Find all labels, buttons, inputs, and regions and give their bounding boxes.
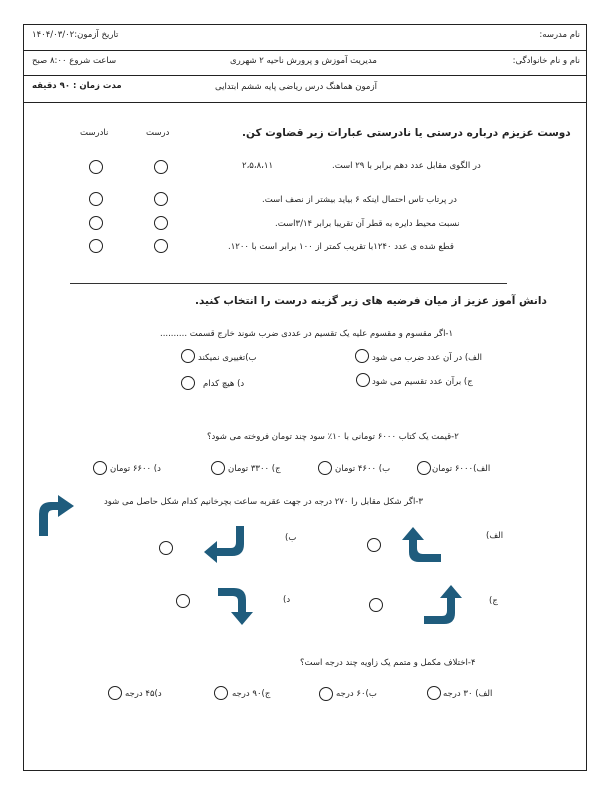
q4-option-c: ج)۹۰ درجه [232,689,271,699]
q3-option-a-arrow-icon [402,527,442,563]
q2-option-b-radio[interactable] [318,461,332,475]
tf-1-true-radio[interactable] [154,160,168,174]
q4-option-a-radio[interactable] [427,686,441,700]
reference-curved-arrow-icon [36,492,76,538]
section1-title: دوست عزیزم درباره درستی یا نادرستی عبارات زیر قضاوت کن. [242,127,571,139]
tf-1-false-radio[interactable] [89,160,103,174]
duration: مدت زمان : ۹۰ دقیقه [32,81,122,91]
q3-option-c-arrow-icon [424,585,462,625]
q2-option-d-radio[interactable] [93,461,107,475]
q4-option-d: د)۴۵ درجه [125,689,162,699]
exam-date: تاریخ آزمون:۱۴۰۴/۰۳/۰۲ [32,30,119,40]
tf-4-true-radio[interactable] [154,239,168,253]
q1-option-c-radio[interactable] [356,373,370,387]
q1-option-b-radio[interactable] [181,349,195,363]
tf-statement-4: قطع شده ی عدد ۱۲۴۰با تقریب کمتر از ۱۰۰ برابر است با ۱۲۰۰. [228,242,454,252]
q2-option-c: ج) ۳۳۰۰ تومان [228,464,281,474]
q1-text: ۱-اگر مقسوم و مقسوم علیه یک تقسیم در عددی ضرب شوند خارج قسمت .......... [160,329,454,339]
q4-option-c-radio[interactable] [214,686,228,700]
q4-option-d-radio[interactable] [108,686,122,700]
q3-option-b-label: ب) [285,533,297,543]
q2-option-b: ب) ۴۶۰۰ تومان [335,464,391,474]
tf-4-false-radio[interactable] [89,239,103,253]
q1-option-a-radio[interactable] [355,349,369,363]
q3-option-a-label: الف) [486,531,504,541]
header-divider [24,102,586,103]
department: مدیریت آموزش و پرورش ناحیه ۲ شهرری [230,56,377,66]
tf-statement-1: در الگوی مقابل عدد دهم برابر با ۲۹ است. [332,161,481,171]
q3-option-d-label: د) [283,595,291,605]
q1-option-d-radio[interactable] [181,376,195,390]
q1-option-a: الف) در آن عدد ضرب می شود [372,353,482,363]
header-divider [24,75,586,76]
q1-option-b: ب)تغییری نمیکند [198,353,257,363]
section2-title: دانش آموز عزیز از میان فرضیه های زیر گزینه درست را انتخاب کنید. [195,295,547,307]
q1-option-d: د) هیچ کدام [203,379,245,389]
tf-3-true-radio[interactable] [154,216,168,230]
q3-option-a-radio[interactable] [367,538,381,552]
header-divider [24,50,586,51]
q3-option-b-radio[interactable] [159,541,173,555]
tf-3-false-radio[interactable] [89,216,103,230]
tf-2-true-radio[interactable] [154,192,168,206]
q4-option-a: الف) ۳۰ درجه [443,689,493,699]
q3-option-c-radio[interactable] [369,598,383,612]
q3-text: ۳-اگر شکل مقابل را ۲۷۰ درجه در جهت عقربه ساعت بچرخانیم کدام شکل حاصل می شود [104,497,423,507]
q2-option-c-radio[interactable] [211,461,225,475]
col-false-header: نادرست [80,128,109,138]
tf-statement-2: در پرتاب تاس احتمال اینکه ۶ بیاید بیشتر از نصف است. [262,195,457,205]
q2-text: ۲-قیمت یک کتاب ۶۰۰۰ تومانی با ۱۰٪ سود چند تومان فروخته می شود؟ [207,432,459,442]
q4-option-b-radio[interactable] [319,687,333,701]
q3-option-d-arrow-icon [218,588,256,626]
col-true-header: درست [146,128,170,138]
q2-option-a-radio[interactable] [417,461,431,475]
q3-option-d-radio[interactable] [176,594,190,608]
student-name-label: نام و نام خانوادگی: [512,56,580,66]
tf-sequence: ۲،۵،۸،۱۱ [242,161,274,171]
q4-text: ۴-اختلاف مکمل و متمم یک زاویه چند درجه است؟ [300,658,476,668]
section-divider [70,283,507,284]
tf-2-false-radio[interactable] [89,192,103,206]
exam-title: آزمون هماهنگ درس ریاضی پایه ششم ابتدایی [215,82,377,92]
school-label: نام مدرسه: [539,30,580,40]
arrow-shape [39,495,74,536]
start-time: ساعت شروع ۸:۰۰ صبح [32,56,117,66]
q2-option-d: د) ۶۶۰۰ تومان [110,464,161,474]
tf-statement-3: نسبت محیط دایره به قطر آن تقریبا برابر ۳/۱۴است. [275,219,460,229]
q1-option-c: ج) برآن عدد تقسیم می شود [372,377,473,387]
q3-option-c-label: ج) [489,596,498,606]
q3-option-b-arrow-icon [204,526,244,564]
q4-option-b: ب)۶۰ درجه [336,689,377,699]
q2-option-a: الف)۶۰۰۰ تومان [432,464,491,474]
